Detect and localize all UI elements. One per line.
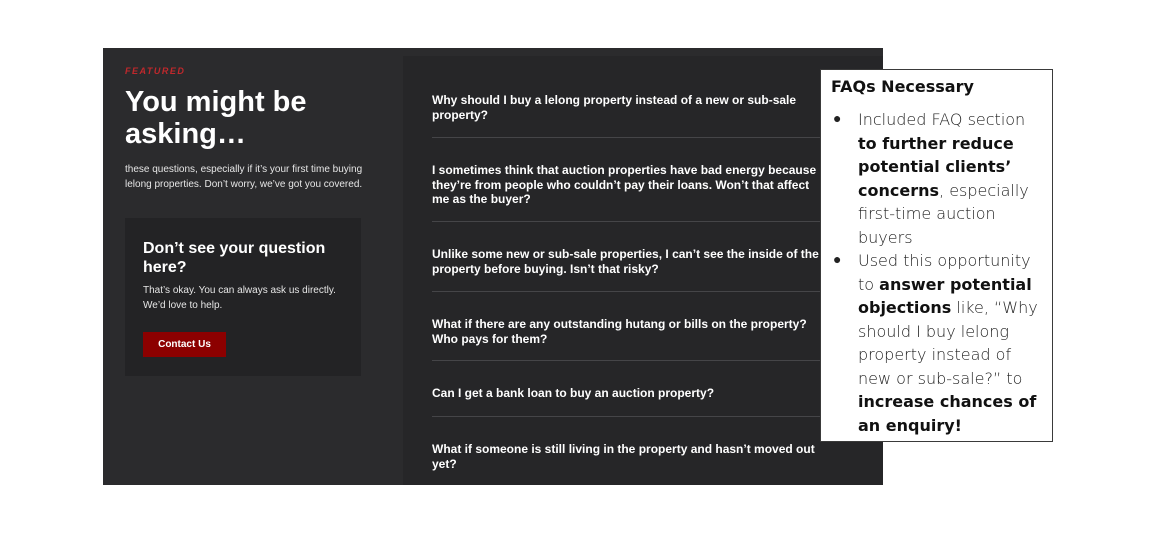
faq-question[interactable]: Can I get a bank loan to buy an auction property? [432, 386, 715, 400]
contact-card [125, 218, 361, 376]
annotation-callout [820, 69, 1053, 442]
section-headline: You might be asking… [125, 86, 307, 150]
faq-divider [432, 416, 823, 417]
faq-question[interactable]: Unlike some new or sub-sale properties, I can’t see the inside of the property before buying. Isn’t that risky? [432, 247, 819, 276]
faq-list [403, 56, 883, 485]
section-intro: these questions, especially if it’s your first time buying lelong properties. Don’t worry, we’ve got you covered. [125, 164, 363, 190]
annotation-bullet: ● Included FAQ section to further reduce potential clients’ concerns, especially first-time auction buyers [833, 110, 1029, 247]
faq-question[interactable]: Why should I buy a lelong property instead of a new or sub-sale property? [432, 93, 797, 122]
bullet-dot-icon: ● [833, 111, 842, 127]
contact-us-button[interactable]: Contact Us [143, 332, 226, 357]
faq-question[interactable]: What if someone is still living in the property and hasn’t moved out yet? [432, 442, 815, 471]
faq-question[interactable]: I sometimes think that auction properties have bad energy because they’re from people who couldn’t pay their loans. Won’t that affect me as the buyer? [432, 163, 817, 206]
faq-divider [432, 221, 823, 222]
annotation-bullet: ● Used this opportunity to answer potential objections like, “Why should I buy lelong property instead of new or sub-sale?” to increase chances of an enquiry! [833, 251, 1038, 435]
featured-intro [125, 66, 370, 192]
faq-divider [432, 137, 823, 138]
faq-question[interactable]: What if there are any outstanding hutang or bills on the property? Who pays for them? [432, 317, 807, 346]
contact-card-text: That’s okay. You can always ask us directly. We’d love to help. [143, 285, 336, 311]
bullet-dot-icon: ● [833, 252, 842, 268]
faq-section-screenshot [103, 48, 883, 485]
faq-divider [432, 291, 823, 292]
featured-eyebrow: FEATURED [125, 66, 186, 76]
annotation-bullets [831, 108, 1043, 437]
contact-card-title: Don’t see your question here? [143, 240, 326, 276]
annotation-title: FAQs Necessary [831, 77, 974, 96]
faq-divider [432, 360, 823, 361]
